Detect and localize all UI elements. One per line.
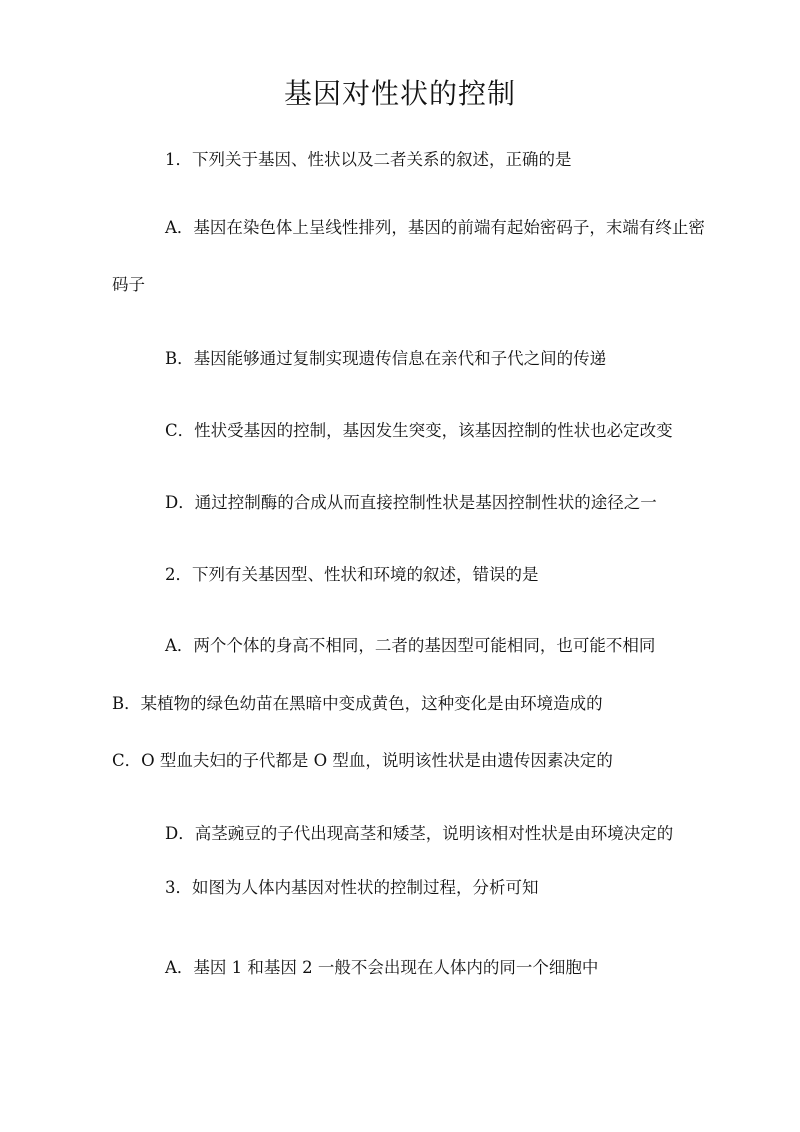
page-title: 基因对性状的控制 bbox=[283, 77, 516, 110]
question-2-option-d: D．高茎豌豆的子代出现高茎和矮茎，说明该相对性状是由环境决定的 bbox=[165, 824, 674, 843]
question-3-stem: 3．如图为人体内基因对性状的控制过程，分析可知 bbox=[165, 878, 539, 897]
question-1-option-a-line1: A．基因在染色体上呈线性排列，基因的前端有起始密码子，末端有终止密 bbox=[165, 218, 705, 237]
question-1-option-c: C．性状受基因的控制，基因发生突变，该基因控制的性状也必定改变 bbox=[165, 421, 673, 440]
question-2-stem: 2．下列有关基因型、性状和环境的叙述，错误的是 bbox=[165, 565, 539, 584]
question-2-option-c: C．O 型血夫妇的子代都是 O 型血，说明该性状是由遗传因素决定的 bbox=[112, 751, 613, 770]
question-1-stem: 1．下列关于基因、性状以及二者关系的叙述，正确的是 bbox=[165, 150, 572, 169]
question-2-option-a: A．两个个体的身高不相同，二者的基因型可能相同，也可能不相同 bbox=[165, 636, 656, 655]
question-3-option-a: A．基因 1 和基因 2 一般不会出现在人体内的同一个细胞中 bbox=[165, 958, 599, 977]
question-1-option-b: B．基因能够通过复制实现遗传信息在亲代和子代之间的传递 bbox=[165, 349, 607, 368]
question-1-option-a-line2: 码子 bbox=[112, 275, 145, 294]
question-1-option-d: D．通过控制酶的合成从而直接控制性状是基因控制性状的途径之一 bbox=[165, 493, 657, 512]
question-2-option-b: B．某植物的绿色幼苗在黑暗中变成黄色，这种变化是由环境造成的 bbox=[112, 694, 603, 713]
